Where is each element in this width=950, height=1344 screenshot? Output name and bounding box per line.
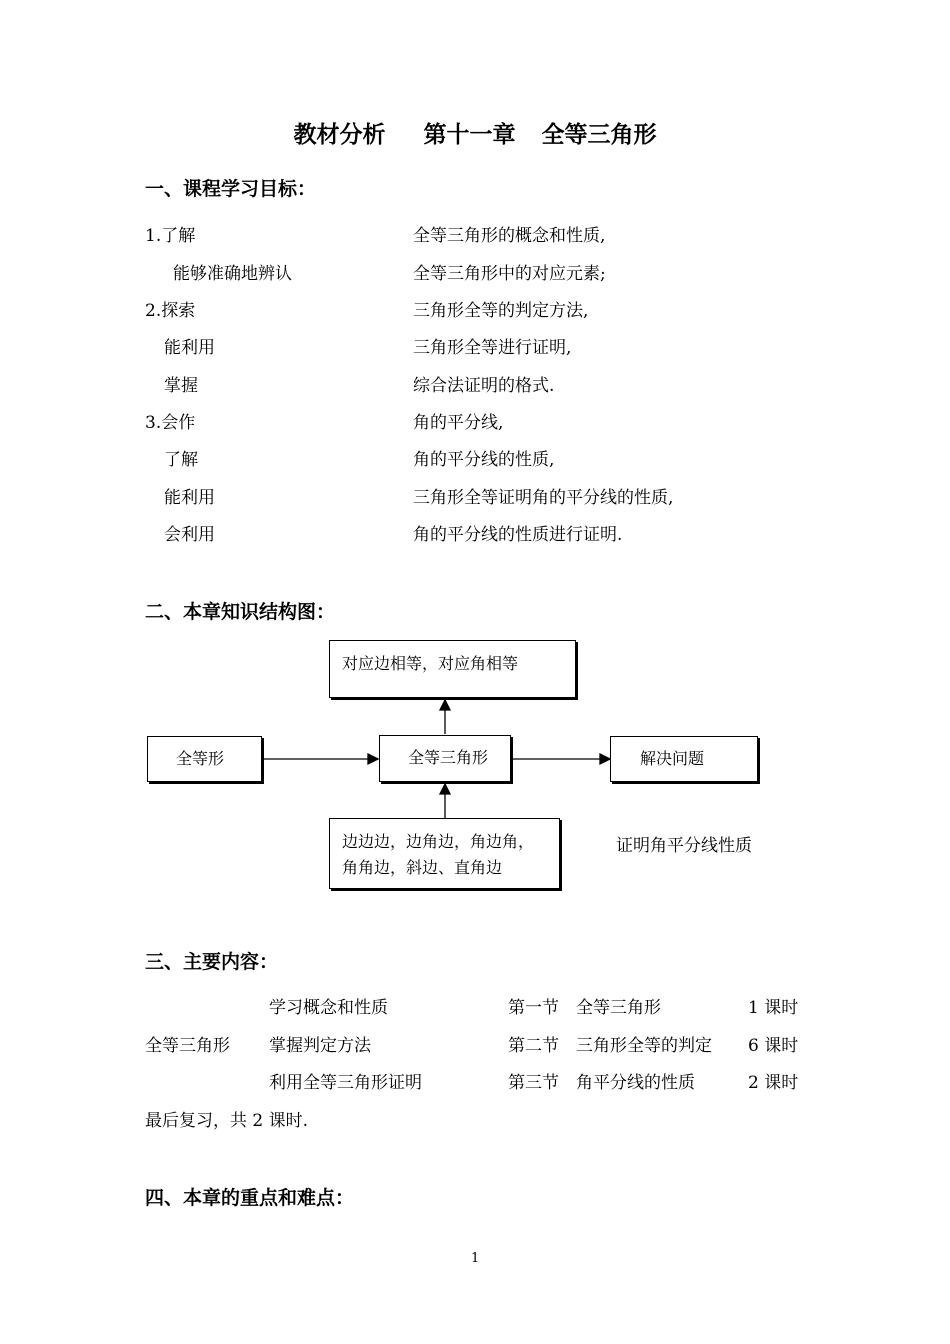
title-part2: 第十一章: [423, 122, 516, 148]
arrowhead-center-to-top: [440, 700, 450, 710]
objective-right-2: 全等三角形中的对应元素;: [413, 264, 606, 284]
content-name-1: 全等三角形: [576, 998, 661, 1018]
objective-right-4: 三角形全等进行证明,: [413, 338, 572, 358]
arrowhead-bottom-to-center: [440, 784, 450, 794]
objective-left-8: 能利用: [164, 488, 215, 508]
content-hours-3: 2 课时: [748, 1073, 799, 1093]
bottom-box-line1: 边边边，边角边，角边角，: [342, 832, 535, 851]
objective-right-3: 三角形全等的判定方法,: [413, 301, 589, 321]
content-section-2: 第二节: [508, 1036, 559, 1056]
content-hours-2: 6 课时: [748, 1036, 799, 1056]
objective-right-6: 角的平分线,: [413, 413, 504, 433]
objective-right-8: 三角形全等证明角的平分线的性质,: [413, 488, 674, 508]
objective-right-7: 角的平分线的性质,: [413, 450, 555, 470]
content-section-3: 第三节: [508, 1073, 559, 1093]
objective-right-1: 全等三角形的概念和性质,: [413, 226, 606, 246]
objective-left-6: 3.会作: [145, 413, 196, 433]
content-summary: 最后复习，共 2 课时.: [145, 1111, 309, 1131]
title-part3: 全等三角形: [541, 122, 657, 148]
content-topic-3: 利用全等三角形证明: [269, 1073, 422, 1093]
top-box-text: 对应边相等，对应角相等: [342, 654, 519, 673]
section4-heading: 四、本章的重点和难点：: [145, 1187, 355, 1209]
objective-left-9: 会利用: [164, 525, 215, 545]
arrowhead-center-to-right: [600, 754, 610, 764]
content-topic-2: 掌握判定方法: [269, 1036, 371, 1056]
left-box-text: 全等形: [176, 749, 225, 768]
title-part1: 教材分析: [293, 122, 386, 148]
content-group-label: 全等三角形: [145, 1036, 230, 1056]
arrowhead-left-to-center: [368, 754, 378, 764]
objective-right-9: 角的平分线的性质进行证明.: [413, 525, 623, 545]
objective-left-4: 能利用: [164, 338, 215, 358]
objective-left-1: 1.了解: [145, 226, 196, 246]
objective-left-7: 了解: [164, 450, 198, 470]
content-hours-1: 1 课时: [748, 998, 799, 1018]
page-number: 1: [471, 1251, 480, 1266]
diagram-top-box: [329, 640, 576, 698]
content-topic-1: 学习概念和性质: [269, 998, 388, 1018]
objective-left-5: 掌握: [164, 376, 198, 396]
objective-left-3: 2.探索: [145, 301, 196, 321]
content-name-2: 三角形全等的判定: [576, 1036, 712, 1056]
center-box-text: 全等三角形: [408, 748, 489, 767]
content-name-3: 角平分线的性质: [576, 1073, 695, 1093]
diagram-left-box: [147, 736, 262, 782]
objective-right-5: 综合法证明的格式.: [413, 376, 555, 396]
content-section-1: 第一节: [508, 998, 559, 1018]
section2-heading: 二、本章知识结构图：: [145, 601, 336, 623]
bottom-box-line2: 角角边，斜边、直角边: [342, 858, 503, 877]
diagram-center-box: [379, 735, 511, 782]
diagram-right-box: [610, 736, 758, 782]
right-box-text: 解决问题: [640, 749, 705, 768]
diagram-side-note: 证明角平分线性质: [616, 836, 752, 856]
diagram-bottom-box: [329, 818, 560, 889]
section3-heading: 三、主要内容：: [145, 951, 279, 973]
objective-left-2: 能够准确地辨认: [173, 264, 292, 284]
section1-heading: 一、课程学习目标：: [145, 178, 317, 200]
